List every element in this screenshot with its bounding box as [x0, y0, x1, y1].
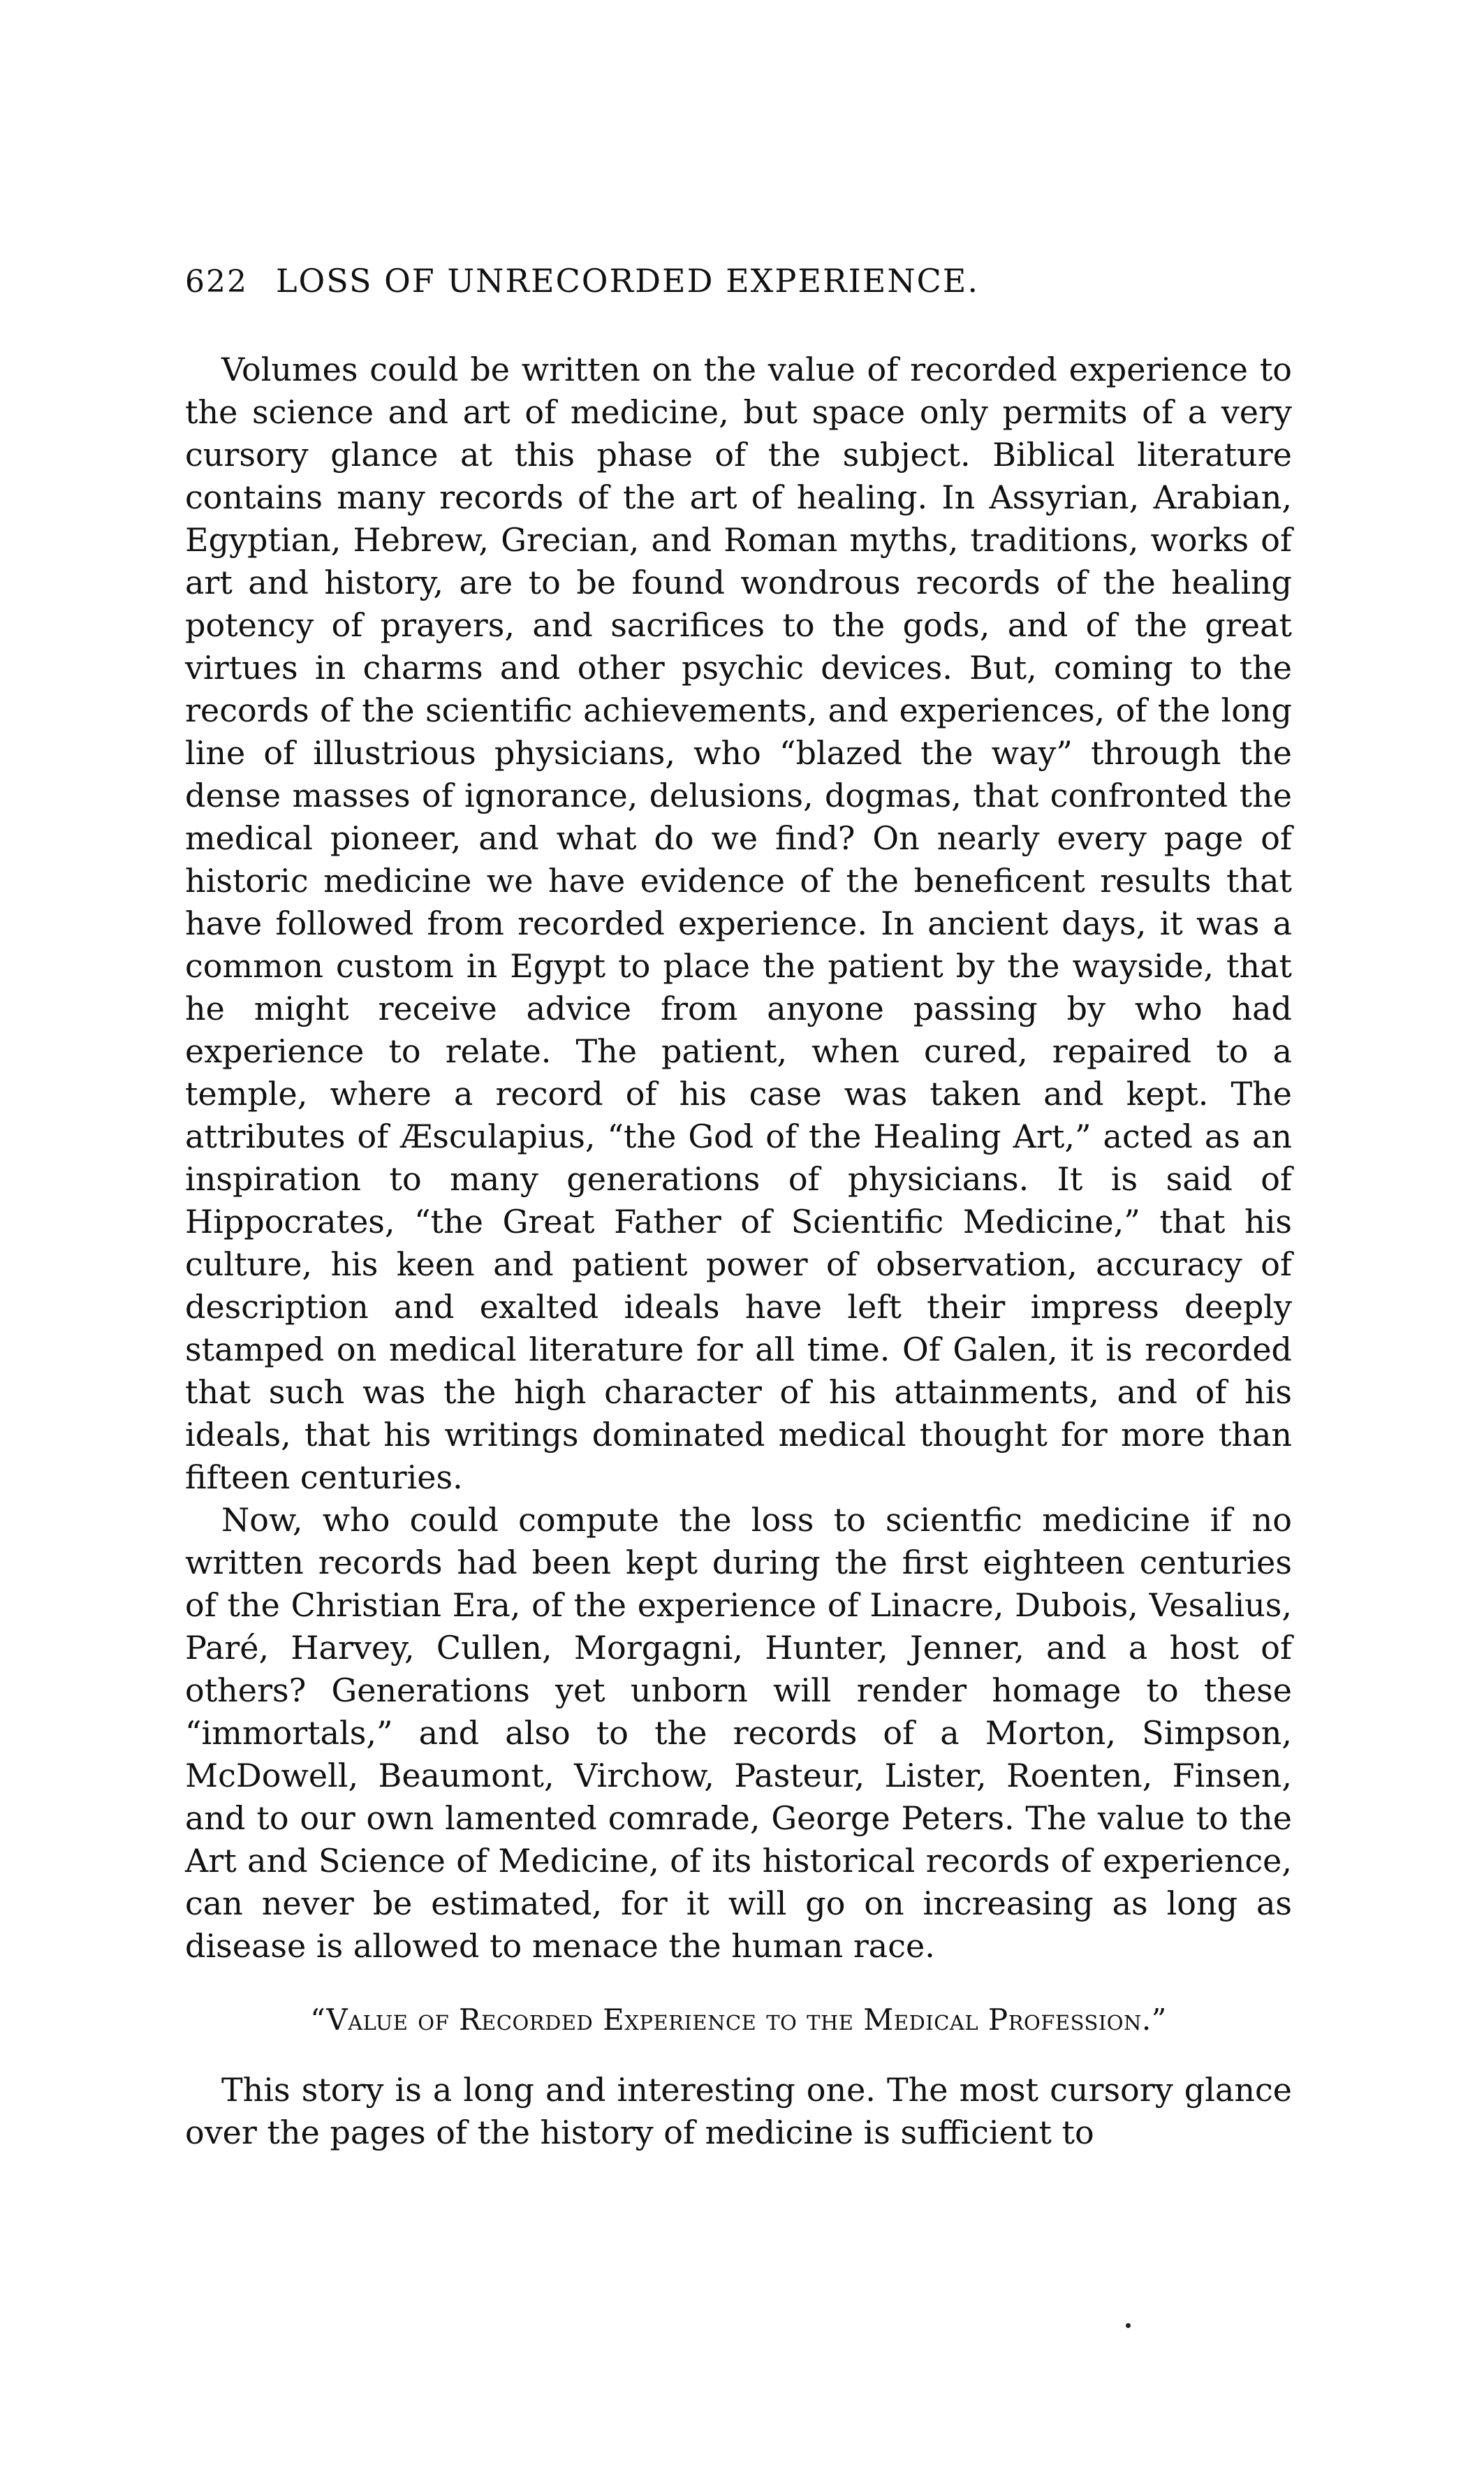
- ink-speck: [1126, 2323, 1131, 2328]
- running-title: LOSS OF UNRECORDED EXPERIENCE.: [276, 262, 979, 300]
- section-heading: “Value of Recorded Experience to the Medical Profession.”: [310, 2003, 1167, 2037]
- book-page: [185, 262, 1292, 2154]
- page-number: 622: [185, 264, 248, 300]
- paragraph-recorded-experience: Volumes could be written on the value of recorded experience to the science and art of medicine, but space only permits of a very cursory glance at this phase of the subject. Biblical literature contains many records of the art of healing. In Assyrian, Arabian, Egyptian, Hebrew, Grecian, and Roman myths, traditions, works of art and history, are to be found wondrous records of the healing potency of prayers, and sacrifices to the gods, and of the great virtues in charms and other psychic devices. But, coming to the records of the scientific achievements, and experiences, of the long line of illustrious physicians, who “blazed the way” through the dense masses of ignorance, delusions, dogmas, that confronted the medical pioneer, and what do we find? On nearly every page of historic medicine we have evidence of the beneficent results that have followed from recorded experience. In ancient days, it was a common custom in Egypt to place the patient by the wayside, that he might receive advice from anyone passing by who had experience to relate. The patient, when cured, repaired to a temple, where a record of his case was taken and kept. The attributes of Æsculapius, “the God of the Healing Art,” acted as an inspiration to many generations of physicians. It is said of Hippocrates, “the Great Father of Scientific Medicine,” that his culture, his keen and patient power of observation, accuracy of description and exalted ideals have left their impress deeply stamped on medical literature for all time. Of Galen, it is recorded that such was the high character of his attainments, and of his ideals, that his writings dominated medical thought for more than fifteen centuries.: [185, 351, 1292, 1496]
- paragraph-loss-computation: Now, who could compute the loss to scientfic medicine if no written records had been kept during the first eighteen centuries of the Christian Era, of the experience of Linacre, Dubois, Vesalius, Paré, Harvey, Cullen, Morgagni, Hunter, Jenner, and a host of others? Generations yet unborn will render homage to these “immortals,” and also to the records of a Morton, Simpson, McDowell, Beaumont, Virchow, Pasteur, Lister, Roenten, Finsen, and to our own lamented comrade, George Peters. The value to the Art and Science of Medicine, of its historical records of experience, can never be estimated, for it will go on increasing as long as disease is allowed to menace the human race.: [185, 1501, 1292, 1965]
- paragraph-story: This story is a long and interesting one. The most cursory glance over the pages of the history of medicine is sufficient to: [185, 2071, 1292, 2151]
- page-header: [185, 262, 1292, 300]
